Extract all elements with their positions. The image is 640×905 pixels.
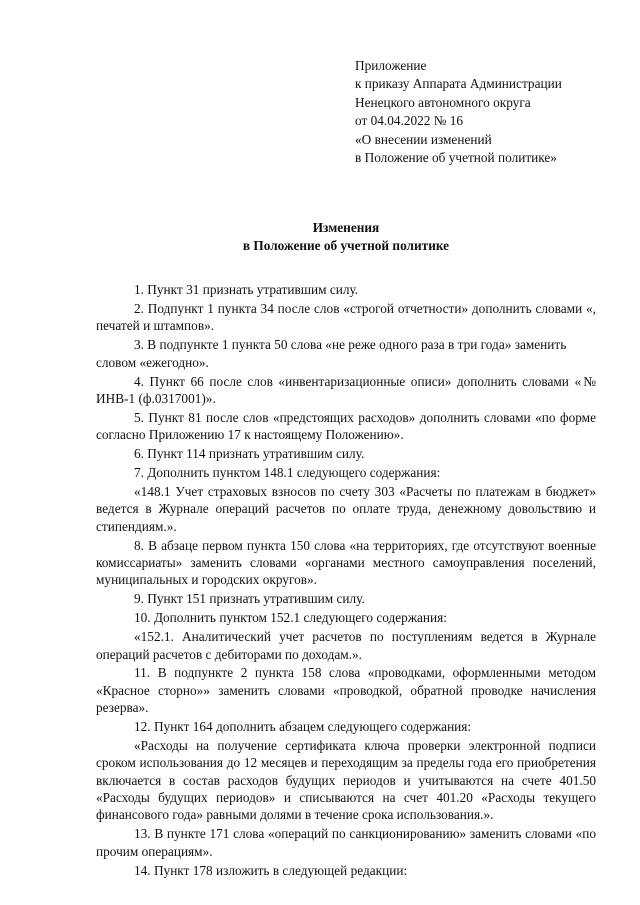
appendix-line: к приказу Аппарата Администрации: [355, 76, 562, 92]
paragraph: 13. В пункте 171 слова «операций по санкционированию» заменить словами «по прочим операциям».: [96, 826, 596, 859]
appendix-header: [355, 57, 615, 167]
appendix-line: «О внесении изменений: [355, 131, 492, 147]
paragraph: 5. Пункт 81 после слов «предстоящих расходов» дополнить словами «по форме согласно Приложению 17 к настоящему Положению».: [96, 409, 596, 443]
paragraph: 1. Пункт 31 признать утратившим силу.: [134, 282, 359, 297]
paragraph: «152.1. Аналитический учет расчетов по поступлениям ведется в Журнале операций расчетов с дебиторами по доходам.».: [96, 629, 596, 662]
document-title: [96, 219, 596, 255]
paragraph: 3. В подпункте 1 пункта 50 слова «не реже одного раза в три года» заменить словом «ежегодно».: [96, 337, 567, 370]
paragraph: 2. Подпункт 1 пункта 34 после слов «строгой отчетности» дополнить словами «, печатей и штампов».: [96, 300, 596, 334]
title-line: Изменения: [312, 220, 380, 235]
paragraph: 14. Пункт 178 изложить в следующей редакции:: [134, 862, 408, 878]
paragraph: «148.1 Учет страховых взносов по счету 303 «Расчеты по платежам в бюджет» ведется в Журнале операций расчетов по оплате труда, денежному довольствию и стипендиям.».: [96, 484, 596, 534]
document-body: [96, 281, 596, 880]
paragraph: 12. Пункт 164 дополнить абзацем следующего содержания:: [134, 719, 472, 735]
paragraph: 7. Дополнить пунктом 148.1 следующего содержания:: [134, 465, 441, 481]
paragraph: 4. Пункт 66 после слов «инвентаризационные описи» дополнить словами «№ ИНВ-1 (ф.0317001)».: [96, 373, 596, 406]
title-line: в Положение об учетной политике: [242, 238, 450, 253]
paragraph: 9. Пункт 151 признать утратившим силу.: [134, 591, 365, 607]
paragraph: 6. Пункт 114 признать утратившим силу.: [134, 446, 365, 462]
appendix-line: Ненецкого автономного округа: [355, 94, 531, 110]
appendix-line: от 04.04.2022 № 16: [355, 113, 464, 129]
paragraph: 8. В абзаце первом пункта 150 слова «на территориях, где отсутствуют военные комиссариаты» заменить словами «органами местного самоуправления поселений, муниципальных и городских округов».: [96, 537, 596, 588]
paragraph: «Расходы на получение сертификата ключа проверки электронной подписи сроком использования до 12 месяцев и переходящим за пределы года его приобретения включается в состав расходов будущих периодов и учитываются на счете 401.50 «Расходы будущих периодов» и списываются на счет 401.20 «Расходы текущего финансового года» равными долями в течение срока использования.».: [96, 738, 596, 823]
appendix-line: в Положение об учетной политике»: [355, 150, 557, 166]
paragraph: 10. Дополнить пунктом 152.1 следующего содержания:: [134, 610, 447, 626]
appendix-line: Приложение: [355, 58, 427, 73]
paragraph: 11. В подпункте 2 пункта 158 слова «проводками, оформленными методом «Красное сторно»» заменить словами «проводкой, обратной проводке начисления резерва».: [96, 665, 596, 716]
